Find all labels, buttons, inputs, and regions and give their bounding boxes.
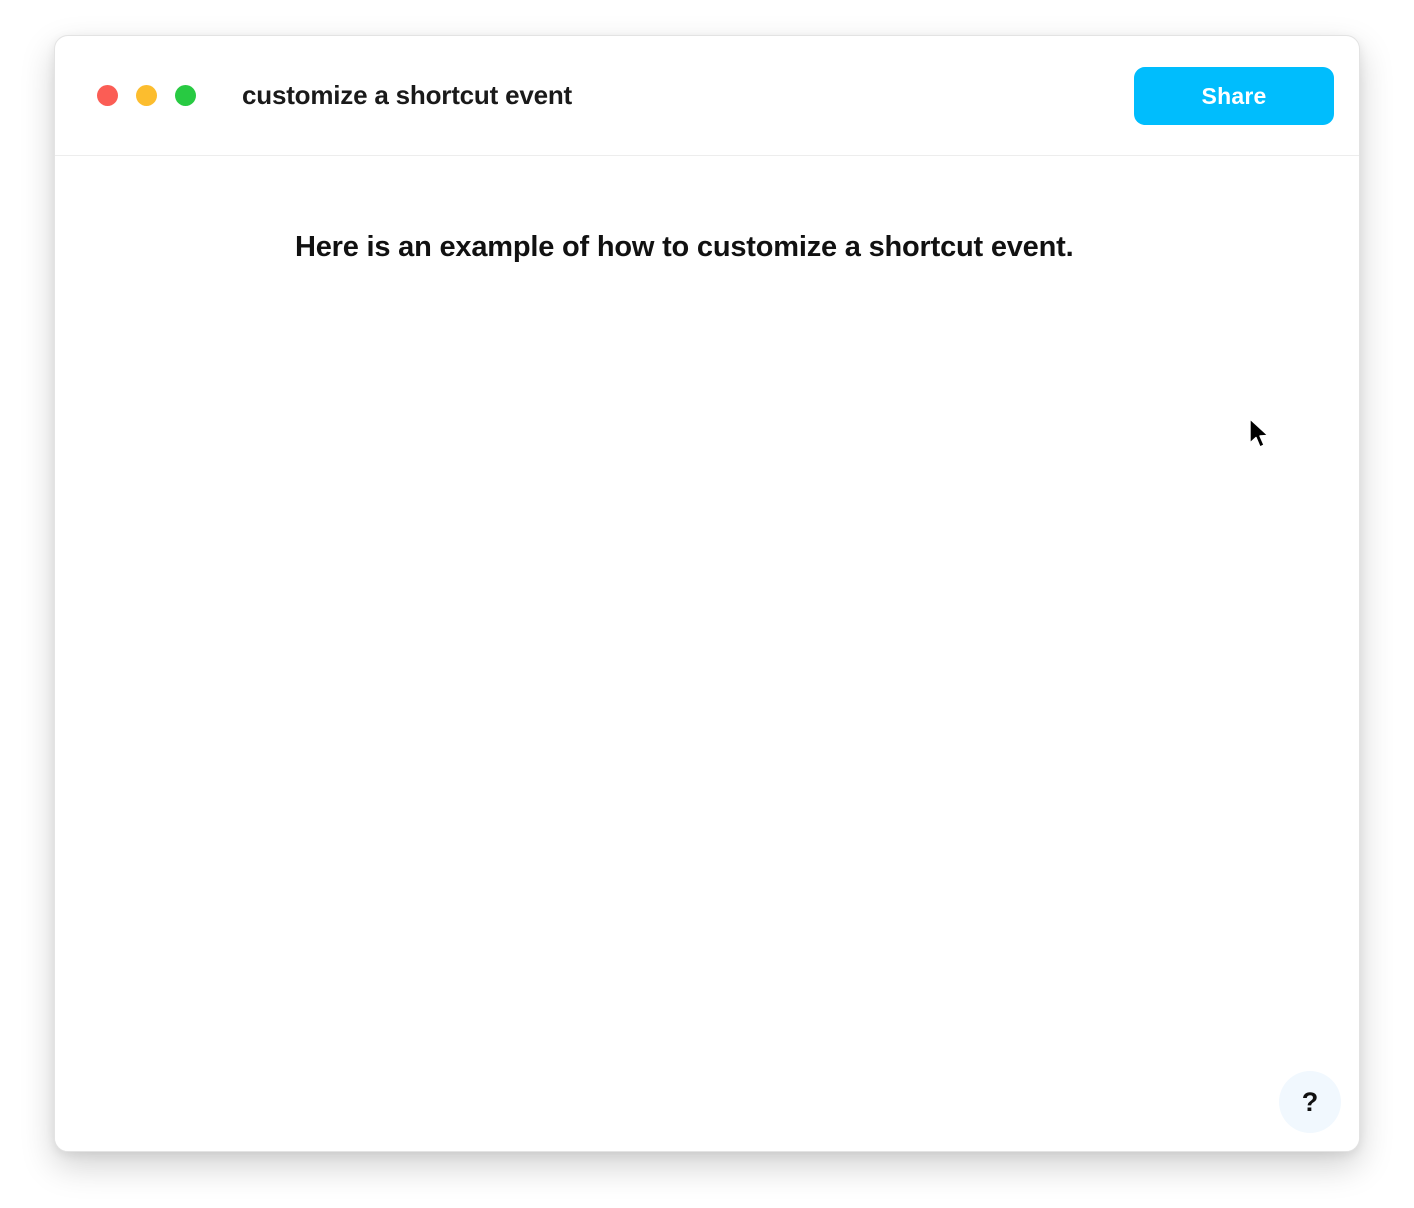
minimize-window-button[interactable]: [136, 85, 157, 106]
window-controls[interactable]: [97, 85, 196, 106]
window-titlebar: [55, 36, 1359, 156]
close-window-button[interactable]: [97, 85, 118, 106]
share-button[interactable]: Share: [1134, 67, 1334, 125]
maximize-window-button[interactable]: [175, 85, 196, 106]
page-headline: Here is an example of how to customize a shortcut event.: [295, 231, 1074, 263]
help-button[interactable]: ?: [1279, 1071, 1341, 1133]
window-content: [55, 156, 1359, 1151]
window-title: customize a shortcut event: [242, 80, 572, 110]
app-window: [54, 35, 1360, 1152]
